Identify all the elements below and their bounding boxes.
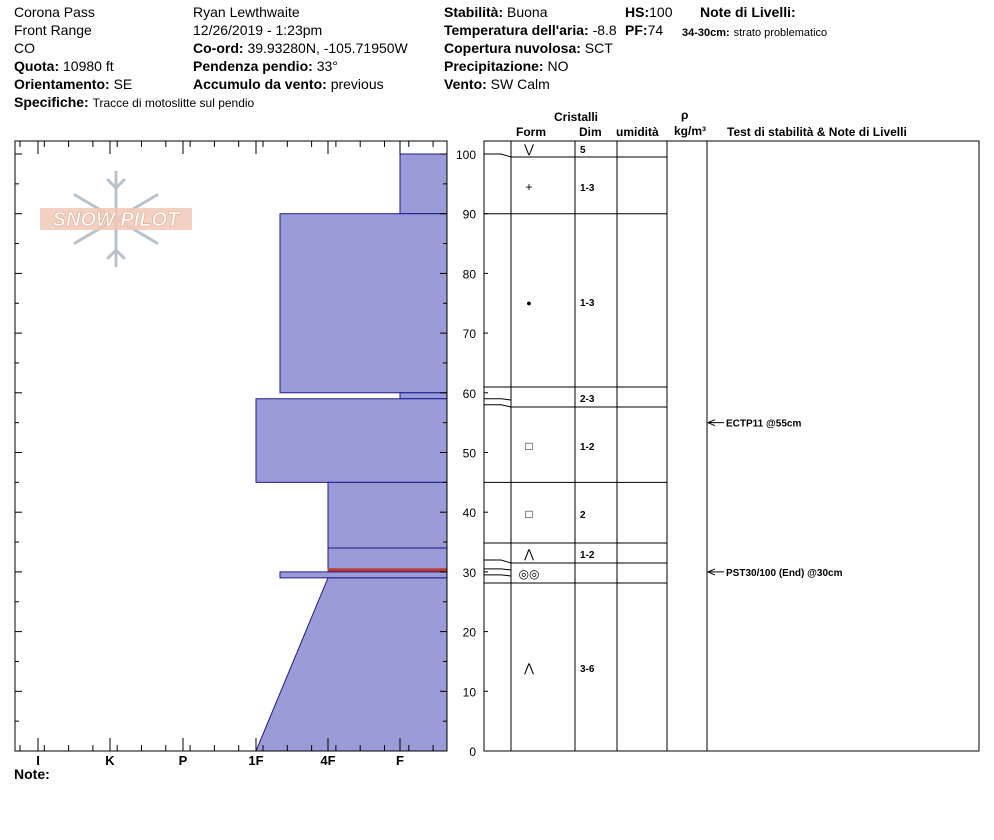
snowpilot-logo: [40, 172, 192, 266]
wind-label: Vento:: [444, 76, 487, 92]
grain-size-6: 1-2: [580, 550, 595, 561]
range: Front Range: [14, 22, 92, 38]
tests-header: Test di stabilità & Note di Livelli: [727, 125, 907, 139]
hardness-label-I: I: [36, 753, 40, 768]
layer-notes-title: Note di Livelli:: [700, 4, 796, 20]
crystals-header: Cristalli: [554, 110, 599, 124]
layer-note-depth: 34-30cm:: [682, 27, 730, 39]
hardness-label-K: K: [105, 753, 115, 768]
coord-label: Co-ord:: [193, 40, 244, 56]
grain-form-2: ●: [526, 298, 532, 308]
rho-header: ρ: [681, 108, 689, 122]
hardness-bar-8: [256, 578, 447, 751]
grain-form-7: ◎◎: [518, 567, 540, 581]
wind-loading-label: Accumulo da vento:: [193, 76, 327, 92]
coord-value: 39.93280N, -105.71950W: [247, 40, 408, 56]
logo-text: SNOW PILOT: [52, 209, 180, 231]
hs-label: HS:: [625, 4, 650, 20]
grain-size-5: 2: [580, 510, 586, 521]
depth-label-90: 90: [462, 207, 476, 222]
stability-label: Stabilità:: [444, 4, 504, 20]
layer-connector: [484, 405, 511, 407]
grain-size-3: 2-3: [580, 394, 595, 405]
layer-note-text: strato problematico: [733, 27, 828, 39]
elevation-label: Quota:: [14, 58, 60, 74]
precip-value: NO: [547, 58, 569, 74]
hardness-label-4F: 4F: [320, 753, 336, 768]
datetime: 12/26/2019 - 1:23pm: [193, 22, 323, 38]
grain-form-8: ⋀: [524, 661, 534, 675]
hardness-bar-4: [328, 482, 447, 548]
depth-label-20: 20: [462, 625, 476, 640]
location: Corona Pass: [14, 4, 95, 20]
state: CO: [14, 40, 35, 56]
depth-label-60: 60: [462, 386, 476, 401]
aspect-value: SE: [113, 76, 133, 92]
notes-label: Note:: [14, 766, 50, 782]
depth-label-70: 70: [462, 327, 476, 342]
hardness-bar-7: [280, 572, 447, 578]
grain-size-0: 5: [580, 145, 586, 156]
hardness-bar-5: [328, 548, 447, 569]
density-unit-header: kg/m³: [674, 124, 707, 138]
hardness-bar-2: [400, 393, 447, 399]
slope-label: Pendenza pendio:: [193, 58, 313, 74]
hardness-bar-1: [280, 214, 447, 393]
elevation-value: 10980 ft: [63, 58, 114, 74]
form-header: Form: [516, 125, 546, 139]
dim-header: Dim: [579, 125, 602, 139]
hardness-bar-0: [400, 154, 447, 214]
stability-test-1: PST30/100 (End) @30cm: [726, 567, 843, 579]
grain-form-6: ⋀: [524, 547, 534, 561]
weak-layer-connector-1: [484, 575, 511, 576]
observer: Ryan Lewthwaite: [193, 4, 300, 20]
hardness-label-P: P: [178, 753, 188, 768]
cloud-label: Copertura nuvolosa:: [444, 40, 581, 56]
aspect-label: Orientamento:: [14, 76, 110, 92]
layer-table-frame: [484, 141, 979, 751]
stability-test-0: ECTP11 @55cm: [726, 418, 802, 430]
air-temp-value: -8.8: [592, 22, 617, 38]
weak-layer-connector-0: [484, 569, 511, 570]
slope-value: 33°: [316, 58, 338, 74]
wind-value: SW Calm: [490, 76, 550, 92]
depth-label-0: 0: [469, 745, 476, 759]
layer-connector: [484, 560, 511, 563]
specifics-value: Tracce di motoslitte sul pendio: [92, 96, 255, 110]
depth-label-50: 50: [462, 446, 476, 461]
precip-label: Precipitazione:: [444, 58, 544, 74]
depth-label-10: 10: [462, 685, 476, 700]
grain-form-5: □: [525, 507, 533, 521]
grain-size-1: 1-3: [580, 183, 595, 194]
hardness-label-1F: 1F: [248, 753, 264, 768]
hs-value: 100: [649, 4, 673, 20]
cloud-value: SCT: [584, 40, 613, 56]
grain-form-0: ⋁: [524, 142, 534, 156]
specifics-label: Specifiche:: [14, 94, 89, 110]
air-temp-label: Temperatura dell'aria:: [444, 22, 589, 38]
hardness-bar-3: [256, 399, 447, 483]
grain-form-1: +: [525, 180, 533, 194]
layer-connector-59: [484, 399, 511, 400]
pen-label: PF:: [625, 22, 648, 38]
depth-label-30: 30: [462, 565, 476, 580]
depth-label-80: 80: [462, 267, 476, 282]
grain-size-2: 1-3: [580, 298, 595, 309]
grain-form-4: □: [525, 439, 533, 453]
depth-label-40: 40: [462, 506, 476, 521]
grain-size-8: 3-6: [580, 664, 595, 675]
grain-size-4: 1-2: [580, 442, 595, 453]
layer-connector: [484, 154, 511, 157]
moisture-header: umidità: [616, 125, 659, 139]
wind-loading-value: previous: [330, 76, 384, 92]
stability-value: Buona: [507, 4, 548, 20]
depth-label-100: 100: [455, 148, 476, 162]
hardness-label-F: F: [396, 753, 404, 768]
pen-value: 74: [647, 22, 664, 38]
